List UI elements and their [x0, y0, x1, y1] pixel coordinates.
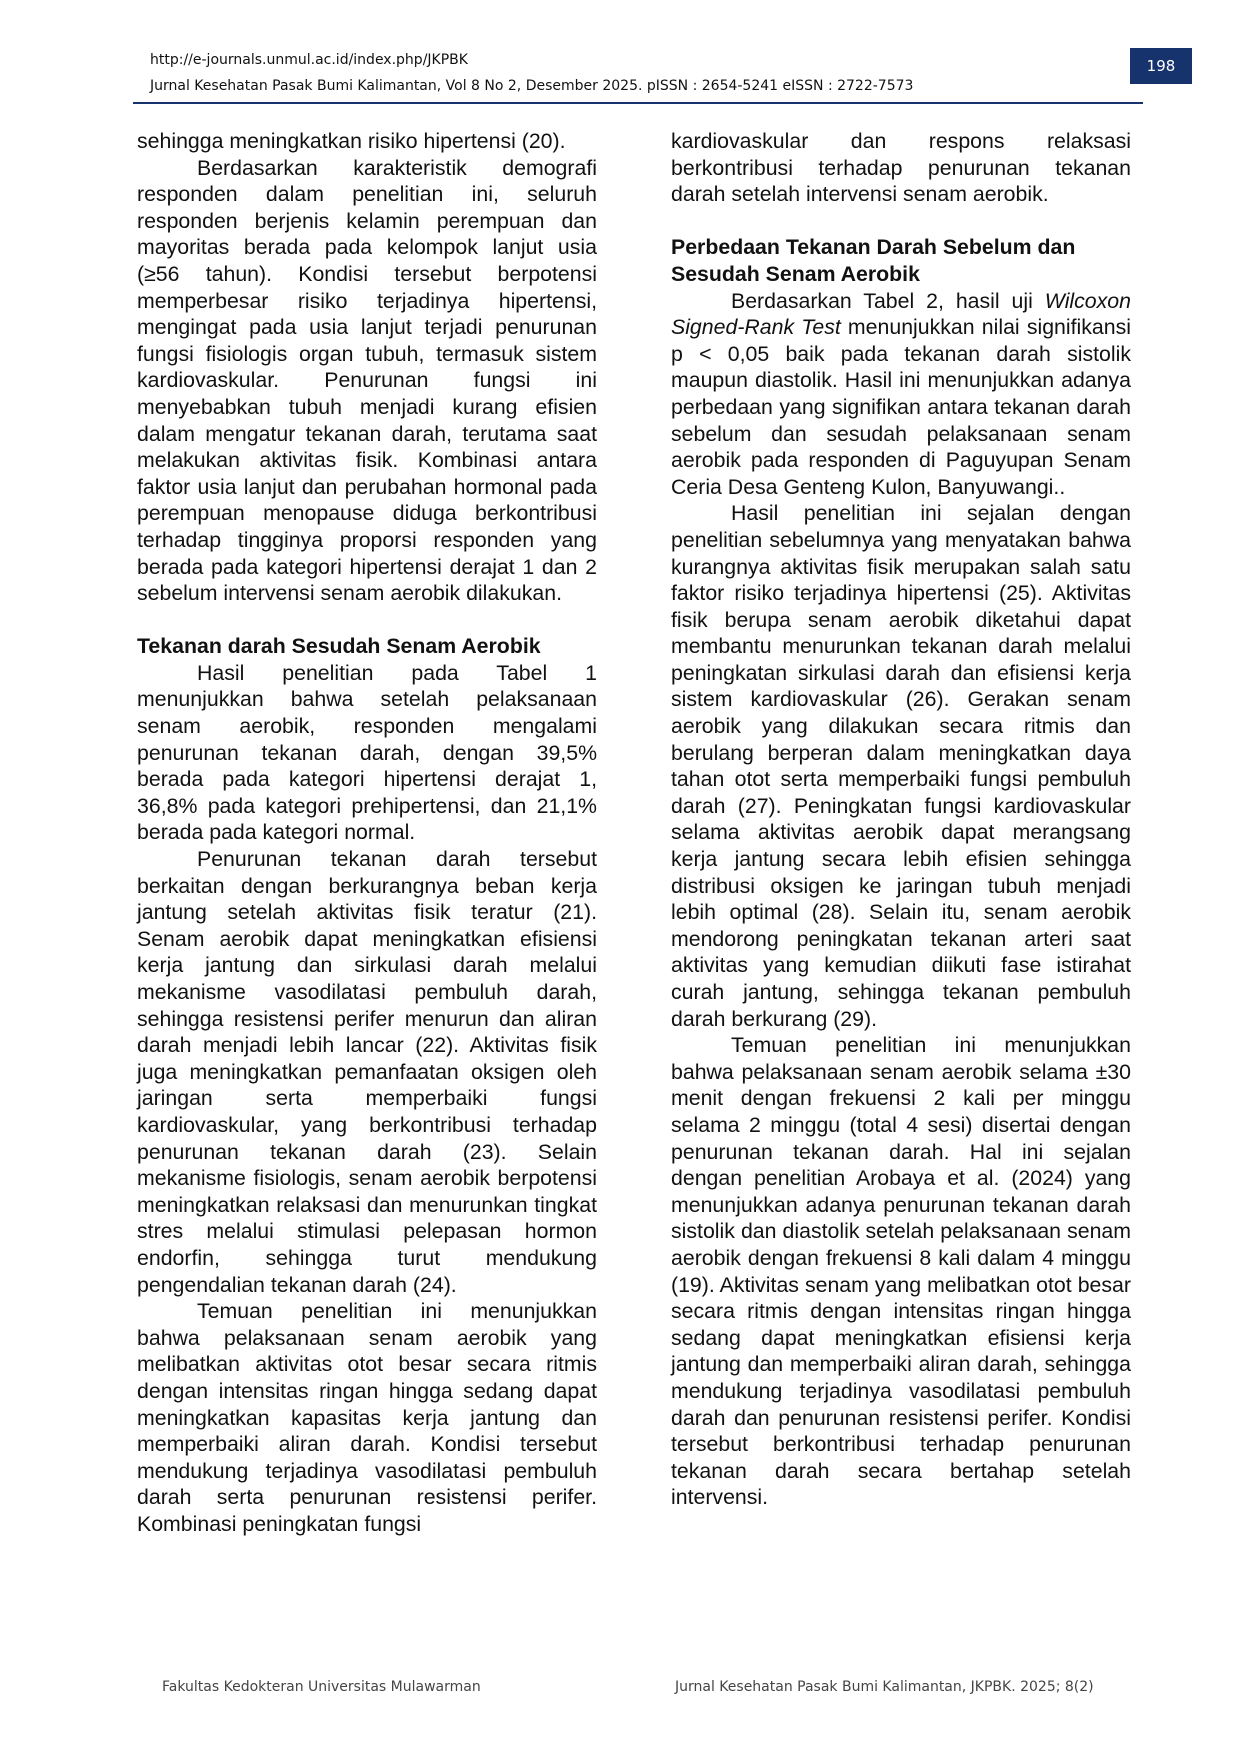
right-column [671, 128, 1131, 1511]
section-heading: Tekanan darah Sesudah Senam Aerobik [137, 634, 541, 659]
left-column [137, 128, 597, 1537]
paragraph: kardiovaskular dan respons relaksasi berkontribusi terhadap penurunan tekanan darah setelah intervensi senam aerobik. [671, 129, 1131, 207]
paragraph: Hasil penelitian ini sejalan dengan penelitian sebelumnya yang menyatakan bahwa kurangnya aktivitas fisik merupakan salah satu faktor risiko terjadinya hipertensi (25). Aktivitas fisik berupa senam aerobik diketahui dapat membantu menurunkan tekanan darah melalui peningkatan sirkulasi darah dan efisiensi kerja sistem kardiovaskular (26). Gerakan senam aerobik yang dilakukan secara ritmis dan berulang berperan dalam meningkatkan daya tahan otot serta memperbaiki fungsi pembuluh darah (27). Peningkatan fungsi kardiovaskular selama aktivitas aerobik dapat merangsang kerja jantung secara lebih efisien sehingga distribusi oksigen ke jaringan tubuh menjadi lebih optimal (28). Selain itu, senam aerobik mendorong peningkatan tekanan arteri saat aktivitas yang kemudian diikuti fase istirahat curah jantung, sehingga tekanan pembuluh darah berkurang (29). [671, 501, 1131, 1031]
paragraph [671, 288, 1131, 501]
paragraph: Temuan penelitian ini menunjukkan bahwa pelaksanaan senam aerobik selama ±30 menit dengan frekuensi 2 kali per minggu selama 2 minggu (total 4 sesi) disertai dengan penurunan tekanan darah. Hal ini sejalan dengan penelitian Arobaya et al. (2024) yang menunjukkan adanya penurunan tekanan darah sistolik dan diastolik setelah pelaksanaan senam aerobik dengan frekuensi 8 kali dalam 4 minggu (19). Aktivitas senam yang melibatkan otot besar secara ritmis dengan intensitas ringan hingga sedang dapat meningkatkan efisiensi kerja jantung dan memperbaiki aliran darah, sehingga mendukung terjadinya vasodilatasi pembuluh darah dan penurunan resistensi perifer. Kondisi tersebut berkontribusi terhadap penurunan tekanan darah secara bertahap setelah intervensi. [671, 1033, 1131, 1510]
footer-institution: Fakultas Kedokteran Universitas Mulawarman [162, 1679, 481, 1695]
paragraph: Berdasarkan karakteristik demografi responden dalam penelitian ini, seluruh responden berjenis kelamin perempuan dan mayoritas berada pada kelompok lanjut usia (≥56 tahun). Kondisi tersebut berpotensi memperbesar risiko terjadinya hipertensi, mengingat pada usia lanjut terjadi penurunan fungsi fisiologis organ tubuh, termasuk sistem kardiovaskular. Penurunan fungsi ini menyebabkan tubuh menjadi kurang efisien dalam mengatur tekanan darah, terutama saat melakukan aktivitas fisik. Kombinasi antara faktor usia lanjut dan perubahan hormonal pada perempuan menopause diduga berkontribusi terhadap tingginya proporsi responden yang berada pada kategori hipertensi derajat 1 dan 2 sebelum intervensi senam aerobik dilakukan. [137, 155, 597, 606]
footer-citation: Jurnal Kesehatan Pasak Bumi Kalimantan, JKPBK. 2025; 8(2) [675, 1679, 1094, 1695]
page-number-badge: 198 [1130, 48, 1192, 84]
paragraph: Hasil penelitian pada Tabel 1 menunjukkan bahwa setelah pelaksanaan senam aerobik, responden mengalami penurunan tekanan darah, dengan 39,5% berada pada kategori hipertensi derajat 1, 36,8% pada kategori prehipertensi, dan 21,1% berada pada kategori normal. [137, 660, 597, 845]
paragraph: Temuan penelitian ini menunjukkan bahwa pelaksanaan senam aerobik yang melibatkan aktivitas otot besar secara ritmis dengan intensitas ringan hingga sedang dapat meningkatkan kapasitas kerja jantung dan memperbaiki aliran darah. Kondisi tersebut mendukung terjadinya vasodilatasi pembuluh darah serta penurunan resistensi perifer. Kombinasi peningkatan fungsi [137, 1299, 597, 1536]
paragraph-text: Berdasarkan Tabel 2, hasil uji [731, 288, 1045, 313]
test-name-italic: Wilcoxon Signed-Rank Test [671, 288, 1131, 340]
paragraph-text: menunjukkan nilai signifikansi p < 0,05 baik pada tekanan darah sistolik maupun diastolik. Hasil ini menunjukkan adanya perbedaan yang signifikan antara tekanan darah sebelum dan sesudah pelaksanaan senam aerobik pada responden di Paguyupan Senam Ceria Desa Genteng Kulon, Banyuwangi.. [671, 315, 1131, 499]
journal-url[interactable]: http://e-journals.unmul.ac.id/index.php/JKPBK [150, 52, 468, 68]
paragraph: Penurunan tekanan darah tersebut berkaitan dengan berkurangnya beban kerja jantung setelah aktivitas fisik teratur (21). Senam aerobik dapat meningkatkan efisiensi kerja jantung dan sirkulasi darah melalui mekanisme vasodilatasi pembuluh darah, sehingga resistensi perifer menurun dan aliran darah menjadi lebih lancar (22). Aktivitas fisik juga meningkatkan pemanfaatan oksigen oleh jaringan serta memperbaiki fungsi kardiovaskular, yang berkontribusi terhadap penurunan tekanan darah (23). Selain mekanisme fisiologis, senam aerobik berpotensi meningkatkan relaksasi dan menurunkan tingkat stres melalui stimulasi pelepasan hormon endorfin, sehingga turut mendukung pengendalian tekanan darah (24). [137, 847, 597, 1297]
journal-info-line: Jurnal Kesehatan Pasak Bumi Kalimantan, Vol 8 No 2, Desember 2025. pISSN : 2654-5241 eISSN : 2722-7573 [150, 78, 914, 94]
section-heading: Perbedaan Tekanan Darah Sebelum dan Sesudah Senam Aerobik [671, 235, 1076, 286]
paragraph: sehingga meningkatkan risiko hipertensi (20). [137, 129, 566, 153]
header-divider [133, 102, 1143, 104]
